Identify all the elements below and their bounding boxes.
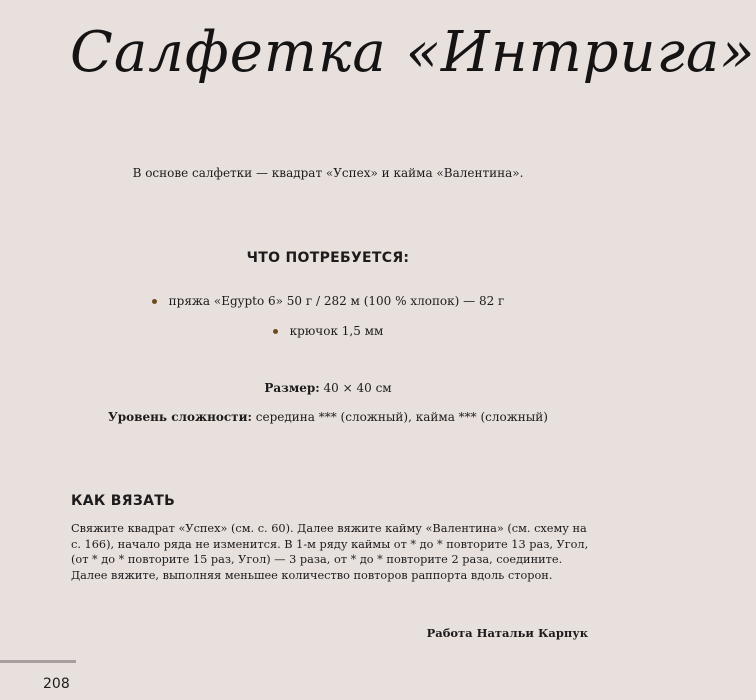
bullet-icon [152, 299, 157, 304]
difficulty-line [0, 410, 656, 424]
difficulty-label: Уровень сложности: [107, 410, 252, 424]
instructions-text: Свяжите квадрат «Успех» (см. с. 60). Далее вяжите кайму «Валентина» (см. схему на с. 166), начало ряда не изменится. В 1-м ряду каймы от * до * повторите 13 раз, Угол, (от * до * повторите 15 раз, Угол) — 3 раза, от * до * повторите 2 раза, соедините. Далее вяжите, выполняя меньшее количество повторов раппорта вдоль сторон. [71, 522, 589, 582]
page-number: 208 [43, 676, 70, 692]
author-credit: Работа Натальи Карпук [426, 626, 588, 640]
bullet-icon [273, 329, 278, 334]
page-title: Салфетка «Интрига» [70, 20, 756, 85]
footer-rule [0, 660, 76, 663]
requirement-hook: крючок 1,5 мм [289, 324, 384, 338]
size-value: 40 × 40 см [323, 381, 392, 395]
how-to-heading: КАК ВЯЗАТЬ [71, 493, 176, 509]
difficulty-value: середина *** (сложный), кайма *** (сложный) [255, 410, 548, 424]
requirement-yarn: пряжа «Egypto 6» 50 г / 282 м (100 % хлопок) — 82 г [168, 294, 505, 308]
requirements-list [0, 292, 656, 352]
size-label: Размер: [264, 381, 320, 395]
list-item [0, 322, 656, 352]
size-line [0, 381, 656, 395]
intro-text: В основе салфетки — квадрат «Успех» и кайма «Валентина». [132, 166, 524, 180]
list-item [0, 292, 656, 322]
requirements-heading: ЧТО ПОТРЕБУЕТСЯ: [246, 250, 410, 266]
